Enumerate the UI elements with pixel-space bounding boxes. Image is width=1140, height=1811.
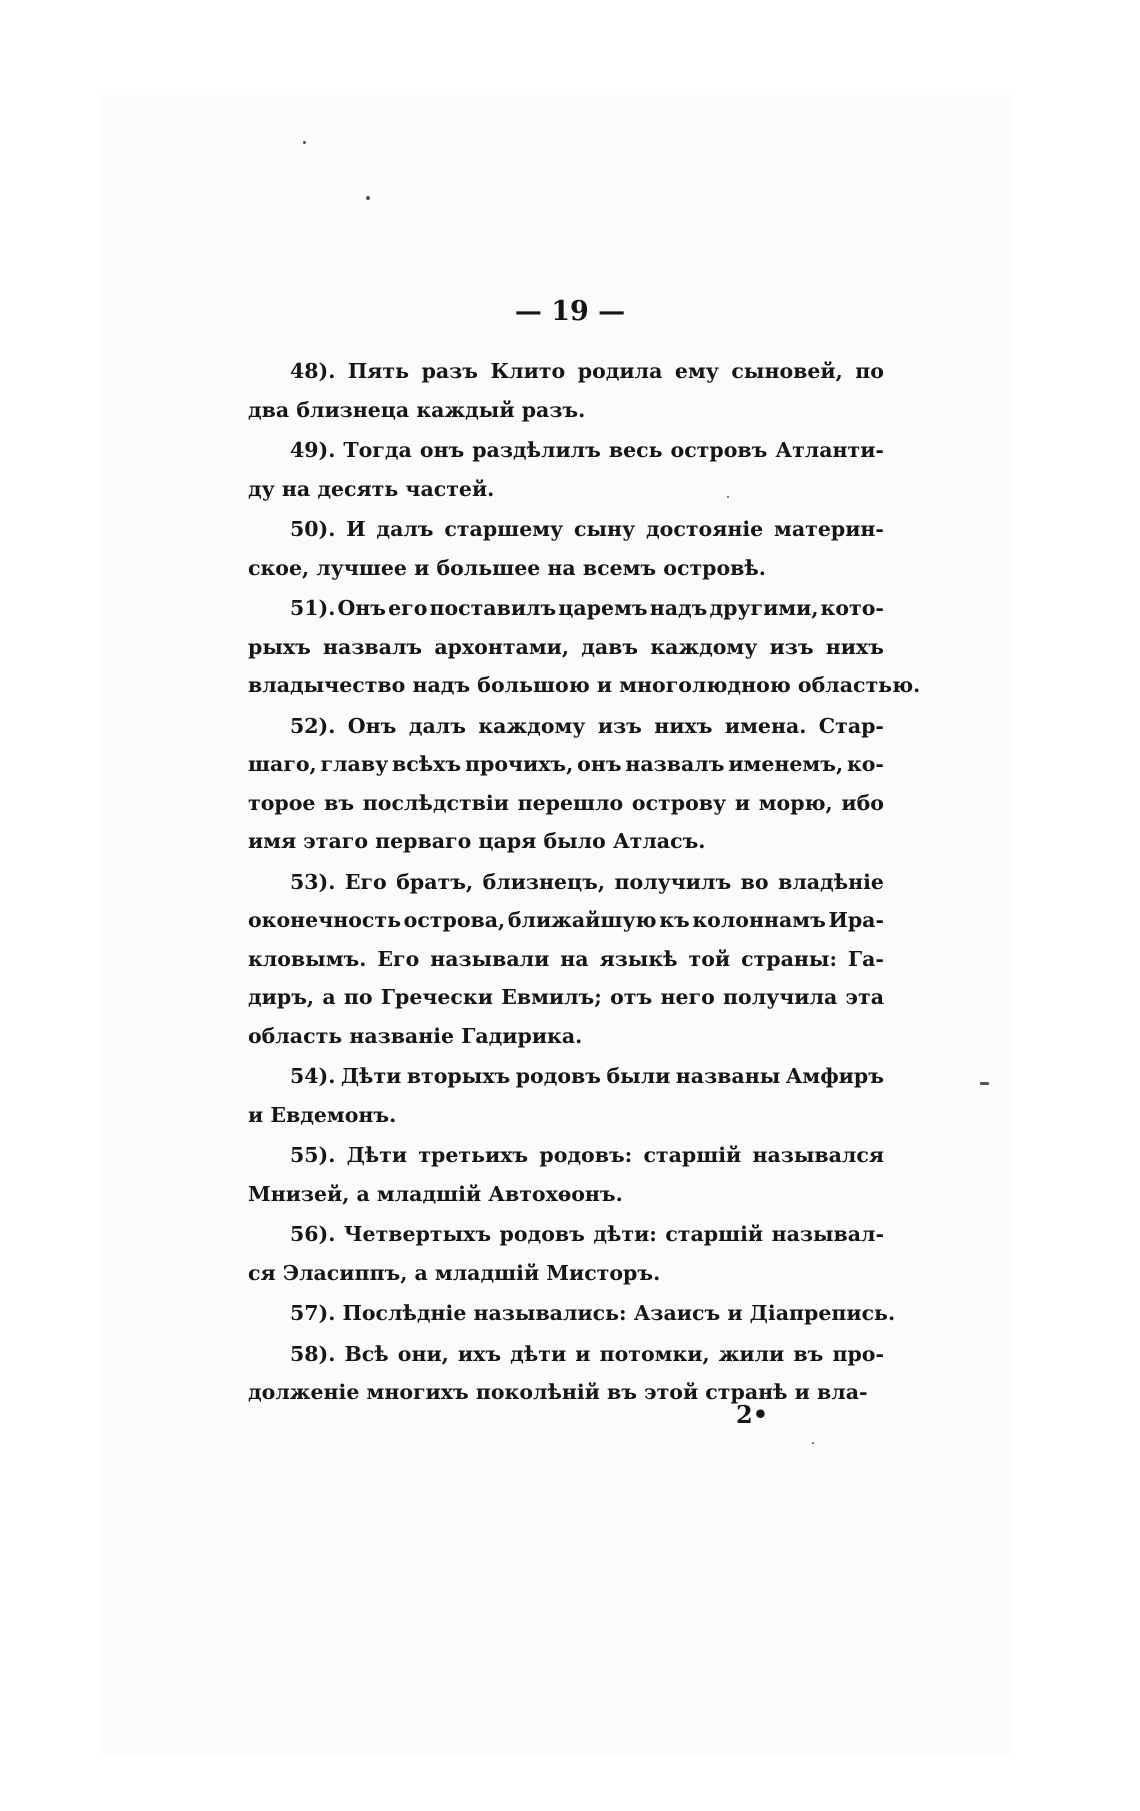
word: Клито xyxy=(490,359,566,383)
word: царемъ xyxy=(558,596,648,620)
word: диръ, xyxy=(248,985,315,1009)
word: разъ xyxy=(421,359,478,383)
word: Амфиръ xyxy=(785,1064,884,1088)
word: колоннамъ xyxy=(692,908,826,932)
word: 58). xyxy=(290,1341,336,1366)
word: изъ xyxy=(769,634,814,659)
text-line xyxy=(248,628,884,667)
scan-speck xyxy=(303,141,306,144)
text-line xyxy=(248,510,884,549)
text-line: имя этаго перваго царя было Атласъ. xyxy=(248,829,706,853)
word: нихъ xyxy=(825,634,884,659)
text-line: владычество надъ большою и многолюдною областью. xyxy=(248,673,921,697)
text-line: 57). Послѣдніе назывались: Азаисъ и Діапрепись. xyxy=(290,1301,896,1325)
word: Гречески xyxy=(380,985,493,1009)
word: третьихъ xyxy=(418,1143,529,1167)
word: Стар- xyxy=(818,713,884,738)
word: торое xyxy=(248,790,316,815)
word: старшему xyxy=(444,517,564,541)
word: Дѣти xyxy=(340,1064,402,1088)
paragraph xyxy=(248,863,884,1056)
word: перешло xyxy=(517,790,624,815)
text-line xyxy=(248,745,884,784)
word: братъ, xyxy=(396,869,474,894)
word: эта xyxy=(845,985,884,1009)
scan-speck xyxy=(727,496,729,498)
word: кото- xyxy=(820,596,884,620)
word: Атланти- xyxy=(775,438,884,462)
word: достояніе xyxy=(646,517,764,541)
paragraph xyxy=(248,1294,896,1333)
word: названы xyxy=(675,1064,781,1088)
word: острову xyxy=(631,790,727,815)
word: въ xyxy=(793,1341,824,1366)
word: въ xyxy=(324,790,355,815)
word: послѣдствіи xyxy=(362,790,509,815)
text-line xyxy=(248,784,884,823)
word: весь xyxy=(608,438,663,462)
word: на xyxy=(560,946,589,971)
text-line xyxy=(248,940,884,979)
word: далъ xyxy=(376,517,434,541)
word: назывался xyxy=(752,1143,884,1167)
word: Пять xyxy=(347,359,410,383)
body-text xyxy=(248,352,921,1414)
word: давъ xyxy=(581,634,639,659)
paragraph xyxy=(248,431,884,508)
word: архонтами, xyxy=(434,634,569,659)
word: были xyxy=(606,1064,671,1088)
word: ко- xyxy=(846,752,884,776)
word: раздѣлилъ xyxy=(472,438,601,462)
word: него xyxy=(660,985,715,1009)
word: именемъ, xyxy=(728,752,844,776)
text-line xyxy=(248,1057,884,1096)
word: ихъ xyxy=(457,1341,502,1366)
word: языкѣ xyxy=(599,946,678,971)
word: ему xyxy=(674,359,719,383)
word: его xyxy=(388,596,428,620)
text-line: долженіе многихъ поколѣній въ этой странѣ и вла- xyxy=(248,1380,868,1404)
text-line: и Евдемонъ. xyxy=(248,1102,397,1127)
text-line xyxy=(248,863,884,902)
word: 48). xyxy=(290,359,336,383)
word: страны: xyxy=(741,946,838,971)
word: называл- xyxy=(771,1222,884,1246)
word: Его xyxy=(377,946,420,971)
word: родила xyxy=(577,359,663,383)
paragraph xyxy=(248,1215,884,1292)
word: онъ xyxy=(577,752,622,776)
word: отъ xyxy=(610,985,653,1009)
text-line xyxy=(248,1215,884,1254)
page-number-header: — 19 — xyxy=(514,296,626,327)
text-line xyxy=(248,431,884,470)
text-line xyxy=(248,978,884,1017)
word: 54). xyxy=(290,1064,336,1088)
word: назвалъ xyxy=(625,752,725,776)
paragraph xyxy=(248,352,884,429)
word: островъ xyxy=(670,438,768,462)
word: дѣти: xyxy=(593,1222,657,1246)
word: получила xyxy=(723,985,838,1009)
word: нихъ xyxy=(654,713,713,738)
word: а xyxy=(322,985,336,1009)
scan-speck xyxy=(366,196,370,200)
text-line: ду на десять частей. xyxy=(248,476,495,501)
word: къ xyxy=(659,908,690,932)
text-line: ское, лучшее и большее на всемъ островѣ. xyxy=(248,555,766,580)
word: Его xyxy=(344,869,387,894)
paragraph xyxy=(248,1057,884,1134)
word: Дѣти xyxy=(346,1143,408,1167)
text-line: два близнеца каждый разъ. xyxy=(248,397,586,422)
paragraph xyxy=(248,510,884,587)
text-line: область названіе Гадирика. xyxy=(248,1023,583,1048)
word: про- xyxy=(832,1341,884,1366)
word: И xyxy=(346,517,366,541)
word: Ира- xyxy=(828,908,884,932)
text-line xyxy=(248,707,884,746)
word: морю, xyxy=(758,790,833,815)
word: материн- xyxy=(774,517,884,541)
word: изъ xyxy=(597,713,642,738)
word: далъ xyxy=(408,713,466,738)
word: близнецъ, xyxy=(482,869,606,894)
word: 49). xyxy=(290,438,336,462)
word: всѣхъ xyxy=(392,752,462,776)
word: владѣніе xyxy=(778,869,884,894)
word: называли xyxy=(430,946,550,971)
word: 51). xyxy=(290,596,336,620)
word: сыну xyxy=(574,517,636,541)
word: 52). xyxy=(290,713,336,738)
word: во xyxy=(740,869,769,894)
paragraph xyxy=(248,589,921,705)
word: жили xyxy=(718,1341,785,1366)
scan-speck xyxy=(812,1442,814,1444)
word: старшій xyxy=(665,1222,764,1246)
word: вторыхъ xyxy=(406,1064,511,1088)
word: по xyxy=(343,985,373,1009)
word: по xyxy=(855,359,884,383)
word: другими, xyxy=(709,596,819,620)
word: получилъ xyxy=(614,869,732,894)
paragraph xyxy=(248,707,884,861)
word: Всѣ xyxy=(344,1341,389,1366)
word: 53). xyxy=(290,869,336,894)
word: 56). xyxy=(290,1222,336,1246)
word: шаго, xyxy=(248,752,317,776)
text-line: ся Эласиппъ, а младшій Мисторъ. xyxy=(248,1260,661,1285)
word: рыхъ xyxy=(248,634,311,659)
word: Евмилъ; xyxy=(501,985,602,1009)
word: старшій xyxy=(643,1143,742,1167)
word: они, xyxy=(397,1341,449,1366)
word: родовъ: xyxy=(539,1143,633,1167)
text-line xyxy=(248,1136,884,1175)
word: Тогда xyxy=(343,438,412,462)
word: главу xyxy=(320,752,389,776)
word: сыновей, xyxy=(731,359,843,383)
word: оконечность xyxy=(248,908,401,932)
word: каждому xyxy=(650,634,758,659)
word: острова, xyxy=(403,908,506,932)
signature-mark: 2• xyxy=(736,1400,769,1429)
paragraph xyxy=(248,1335,884,1412)
word: Онъ xyxy=(347,713,397,738)
word: прочихъ, xyxy=(464,752,574,776)
word: и xyxy=(734,790,751,815)
word: 50). xyxy=(290,517,336,541)
word: родовъ xyxy=(515,1064,602,1088)
word: поставилъ xyxy=(429,596,557,620)
word: родовъ xyxy=(499,1222,585,1246)
word: надъ xyxy=(649,596,708,620)
word: дѣти xyxy=(510,1341,567,1366)
text-line xyxy=(248,352,884,391)
word: ближайшую xyxy=(507,908,657,932)
word: той xyxy=(688,946,731,971)
word: назвалъ xyxy=(323,634,423,659)
scan-speck xyxy=(980,1082,989,1085)
word: ибо xyxy=(841,790,884,815)
word: и xyxy=(575,1341,591,1366)
word: Четвертыхъ xyxy=(343,1222,492,1246)
text-line xyxy=(248,1335,884,1374)
word: кловымъ. xyxy=(248,946,367,971)
text-line: Мнизей, а младшій Автохѳонъ. xyxy=(248,1181,623,1206)
word: Онъ xyxy=(337,596,387,620)
word: Га- xyxy=(848,946,884,971)
paragraph xyxy=(248,1136,884,1213)
text-line xyxy=(248,901,884,940)
word: онъ xyxy=(419,438,465,462)
text-line xyxy=(248,589,884,628)
word: 55). xyxy=(290,1143,336,1167)
word: потомки, xyxy=(599,1341,710,1366)
word: каждому xyxy=(478,713,586,738)
word: имена. xyxy=(724,713,807,738)
